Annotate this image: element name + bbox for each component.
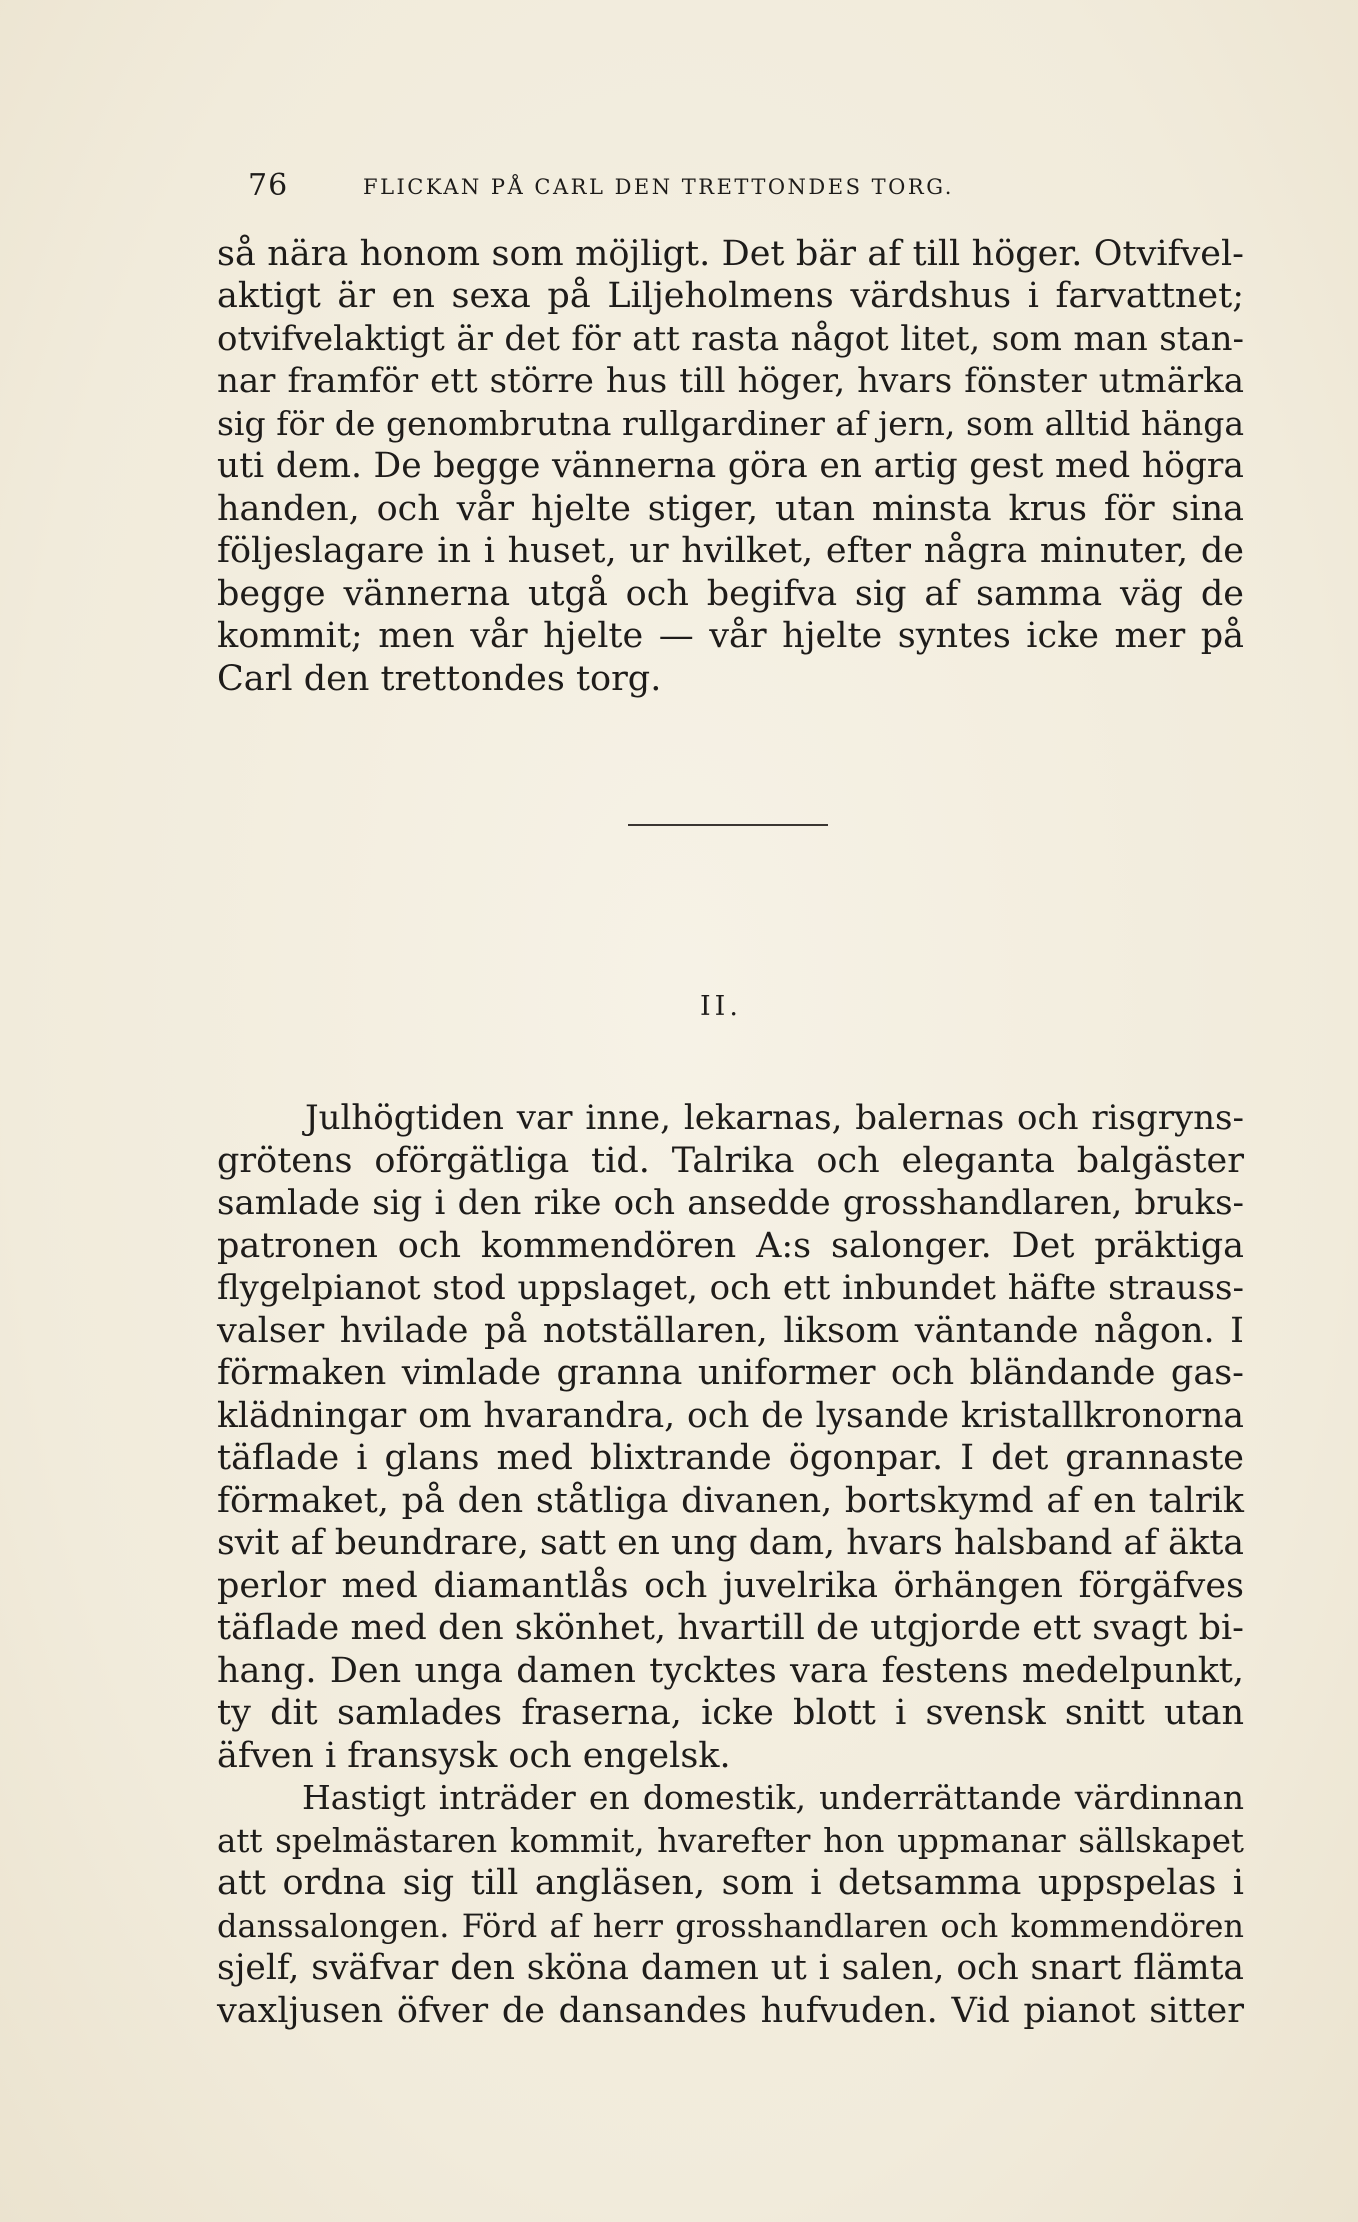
text-line: klädningar om hvarandra, och de lysande kristallkronorna	[217, 1396, 1244, 1436]
text-line: hang. Den unga damen tycktes vara festens medelpunkt,	[217, 1651, 1244, 1691]
text-line: sig för de genombrutna rullgardiner af jern, som alltid hänga	[217, 404, 1244, 443]
text-line: så nära honom som möjligt. Det bär af till höger. Otvifvel-	[217, 234, 1244, 274]
running-head	[248, 168, 1148, 208]
text-line: samlade sig i den rike och ansedde grosshandlaren, bruks-	[217, 1183, 1244, 1223]
text-line: förmaken vimlade granna uniformer och bländande gas-	[217, 1353, 1244, 1393]
section-divider	[628, 824, 828, 826]
text-line: valser hvilade på notställaren, liksom väntande någon. I	[217, 1311, 1244, 1351]
section-number: II.	[700, 991, 742, 1022]
text-line: otvifvelaktigt är det för att rasta något litet, som man stan-	[217, 319, 1244, 359]
text-line: att spelmästaren kommit, hvarefter hon uppmanar sällskapet	[217, 1822, 1244, 1860]
text-line: Julhögtiden var inne, lekarnas, balernas och risgryns-	[305, 1098, 1244, 1138]
text-line: följeslagare in i huset, ur hvilket, efter några minuter, de	[217, 531, 1244, 571]
text-line: Carl den trettondes torg.	[217, 659, 662, 699]
text-line: förmaket, på den ståtliga divanen, bortskymd af en talrik	[217, 1481, 1244, 1521]
text-line: uti dem. De begge vännerna göra en artig gest med högra	[217, 446, 1244, 486]
text-line: att ordna sig till angläsen, som i detsamma uppspelas i	[217, 1863, 1244, 1903]
text-line: flygelpianot stod uppslaget, och ett inbundet häfte strauss-	[217, 1268, 1244, 1308]
text-line: sjelf, sväfvar den sköna damen ut i salen, och snart flämta	[217, 1948, 1244, 1988]
page-number: 76	[248, 168, 289, 203]
text-line: grötens oförgätliga tid. Talrika och eleganta balgäster	[217, 1141, 1244, 1181]
text-line: kommit; men vår hjelte — vår hjelte syntes icke mer på	[217, 616, 1244, 656]
running-title: FLICKAN PÅ CARL DEN TRETTONDES TORG.	[363, 175, 954, 199]
text-line: svit af beundrare, satt en ung dam, hvars halsband af äkta	[217, 1523, 1244, 1563]
text-line: aktigt är en sexa på Liljeholmens värdshus i farvattnet;	[217, 276, 1244, 316]
text-line: nar framför ett större hus till höger, hvars fönster utmärka	[217, 361, 1244, 401]
text-line: ty dit samlades fraserna, icke blott i svensk snitt utan	[217, 1693, 1244, 1733]
text-line: täflade med den skönhet, hvartill de utgjorde ett svagt bi-	[217, 1608, 1244, 1648]
text-line: Hastigt inträder en domestik, underrättande värdinnan	[302, 1778, 1244, 1817]
text-line: handen, och vår hjelte stiger, utan minsta krus för sina	[217, 489, 1244, 529]
text-line: perlor med diamantlås och juvelrika örhängen förgäfves	[217, 1566, 1244, 1606]
text-line: begge vännerna utgå och begifva sig af samma väg de	[217, 574, 1244, 614]
text-line: vaxljusen öfver de dansandes hufvuden. Vid pianot sitter	[217, 1991, 1244, 2031]
text-line: danssalongen. Förd af herr grosshandlaren och kommendören	[217, 1907, 1244, 1945]
text-line: äfven i fransysk och engelsk.	[217, 1736, 731, 1776]
text-line: täflade i glans med blixtrande ögonpar. I det grannaste	[217, 1438, 1244, 1478]
text-line: patronen och kommendören A:s salonger. Det präktiga	[217, 1226, 1244, 1266]
